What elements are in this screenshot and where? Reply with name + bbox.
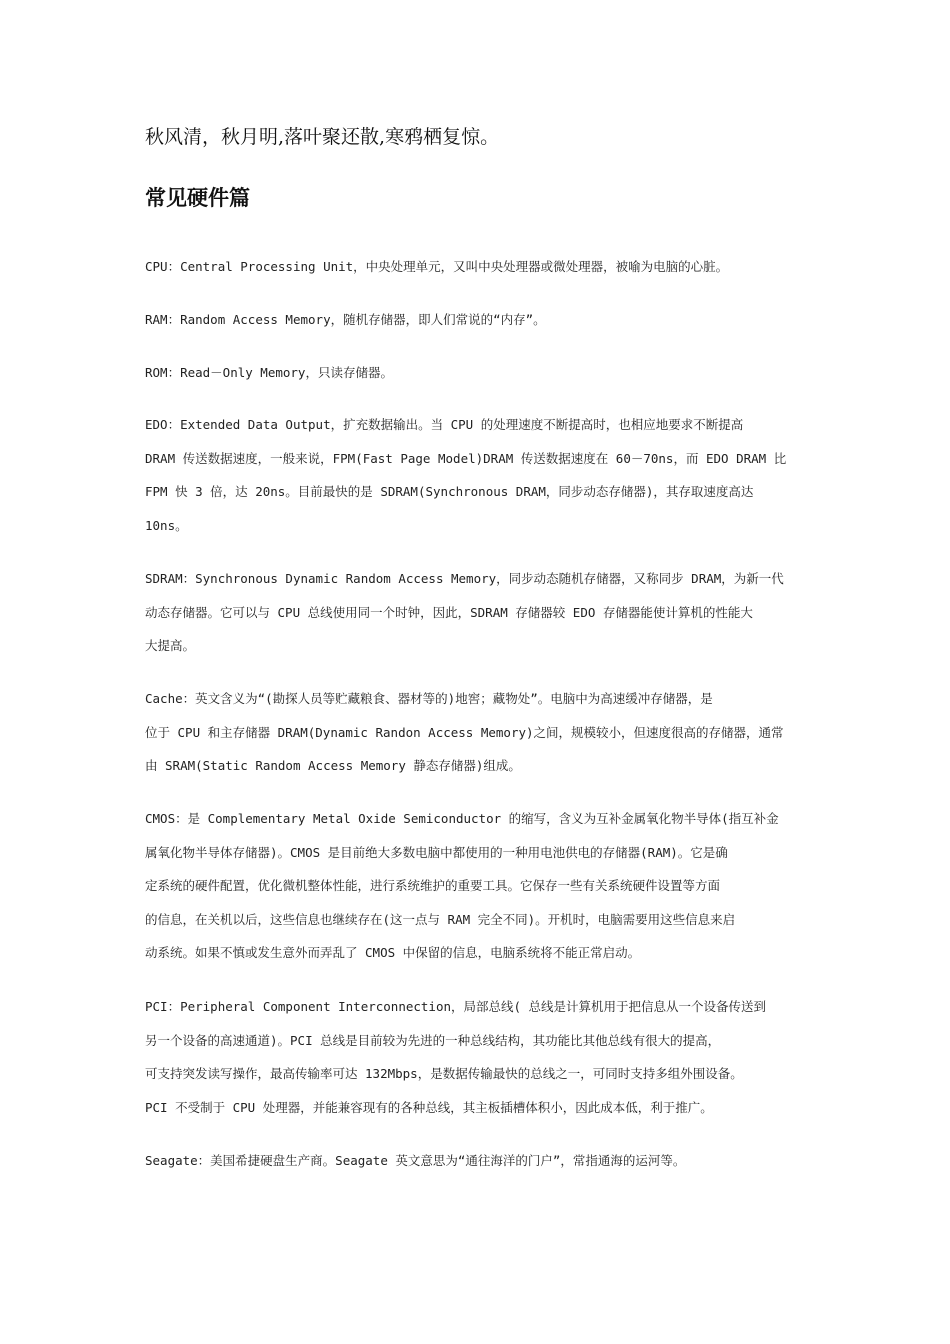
- entry-cache: [145, 682, 825, 783]
- text-line: EDO：Extended Data Output，扩充数据输出。当 CPU 的处理速度不断提高时，也相应地要求不断提高: [145, 417, 744, 432]
- entry-ram: [145, 303, 825, 337]
- text-line: 属氧化物半导体存储器)。CMOS 是目前绝大多数电脑中都使用的一种用电池供电的存储器(RAM)。它是确: [145, 844, 728, 860]
- text-line: 10ns。: [145, 517, 188, 533]
- text-line: Seagate：美国希捷硬盘生产商。Seagate 英文意思为“通往海洋的门户”，常指通海的运河等。: [145, 1153, 686, 1168]
- poem-line: 秋风清，秋月明,落叶聚还散,寒鸦栖复惊。: [145, 126, 500, 148]
- entry-cpu: [145, 250, 825, 284]
- text-line: 可支持突发读写操作，最高传输率可达 132Mbps，是数据传输最快的总线之一，可同时支持多组外围设备。: [145, 1066, 743, 1081]
- text-line: 由 SRAM(Static Random Access Memory 静态存储器)组成。: [145, 758, 521, 773]
- entry-pci: [145, 990, 825, 1124]
- text-line: RAM：Random Access Memory，随机存储器，即人们常说的“内存”。: [145, 312, 546, 327]
- entry-sdram: [145, 562, 825, 663]
- text-line: 的信息，在关机以后，这些信息也继续存在(这一点与 RAM 完全不同)。开机时，电脑需要用这些信息来启: [145, 911, 736, 927]
- text-line: CPU：Central Processing Unit，中央处理单元，又叫中央处理器或微处理器，被喻为电脑的心脏。: [145, 259, 729, 274]
- text-line: 另一个设备的高速通道)。PCI 总线是目前较为先进的一种总线结构，其功能比其他总线有很大的提高，: [145, 1032, 721, 1048]
- entry-cmos: [145, 802, 825, 970]
- text-line: 位于 CPU 和主存储器 DRAM(Dynamic Randon Access Memory)之间，规模较小，但速度很高的存储器，通常: [145, 724, 784, 740]
- text-line: DRAM 传送数据速度，一般来说，FPM(Fast Page Model)DRAM 传送数据速度在 60－70ns，而 EDO DRAM 比: [145, 450, 787, 466]
- text-line: 定系统的硬件配置，优化微机整体性能，进行系统维护的重要工具。它保存一些有关系统硬件设置等方面: [145, 878, 721, 893]
- text-line: 大提高。: [145, 638, 196, 653]
- text-line: 动态存储器。它可以与 CPU 总线使用同一个时钟，因此，SDRAM 存储器较 EDO 存储器能使计算机的性能大: [145, 604, 753, 620]
- entry-rom: [145, 356, 825, 390]
- text-line: PCI：Peripheral Component Interconnection，局部总线( 总线是计算机用于把信息从一个设备传送到: [145, 999, 767, 1014]
- entry-seagate: [145, 1144, 825, 1178]
- entry-edo: [145, 408, 825, 542]
- text-line: ROM：Read－Only Memory，只读存储器。: [145, 365, 393, 380]
- text-line: CMOS：是 Complementary Metal Oxide Semiconductor 的缩写，含义为互补金属氧化物半导体(指互补金: [145, 811, 779, 826]
- text-line: FPM 快 3 倍，达 20ns。目前最快的是 SDRAM(Synchronous DRAM，同步动态存储器)，其存取速度高达: [145, 484, 754, 499]
- text-line: PCI 不受制于 CPU 处理器，并能兼容现有的各种总线，其主板插槽体积小，因此成本低，利于推广。: [145, 1099, 713, 1115]
- section-heading: 常见硬件篇: [145, 186, 250, 210]
- text-line: SDRAM：Synchronous Dynamic Random Access Memory，同步动态随机存储器，又称同步 DRAM，为新一代: [145, 571, 784, 586]
- text-line: Cache：英文含义为“(勘探人员等贮藏粮食、器材等的)地窖；藏物处”。电脑中为高速缓冲存储器，是: [145, 691, 713, 706]
- text-line: 动系统。如果不慎或发生意外而弄乱了 CMOS 中保留的信息，电脑系统将不能正常启动。: [145, 945, 641, 960]
